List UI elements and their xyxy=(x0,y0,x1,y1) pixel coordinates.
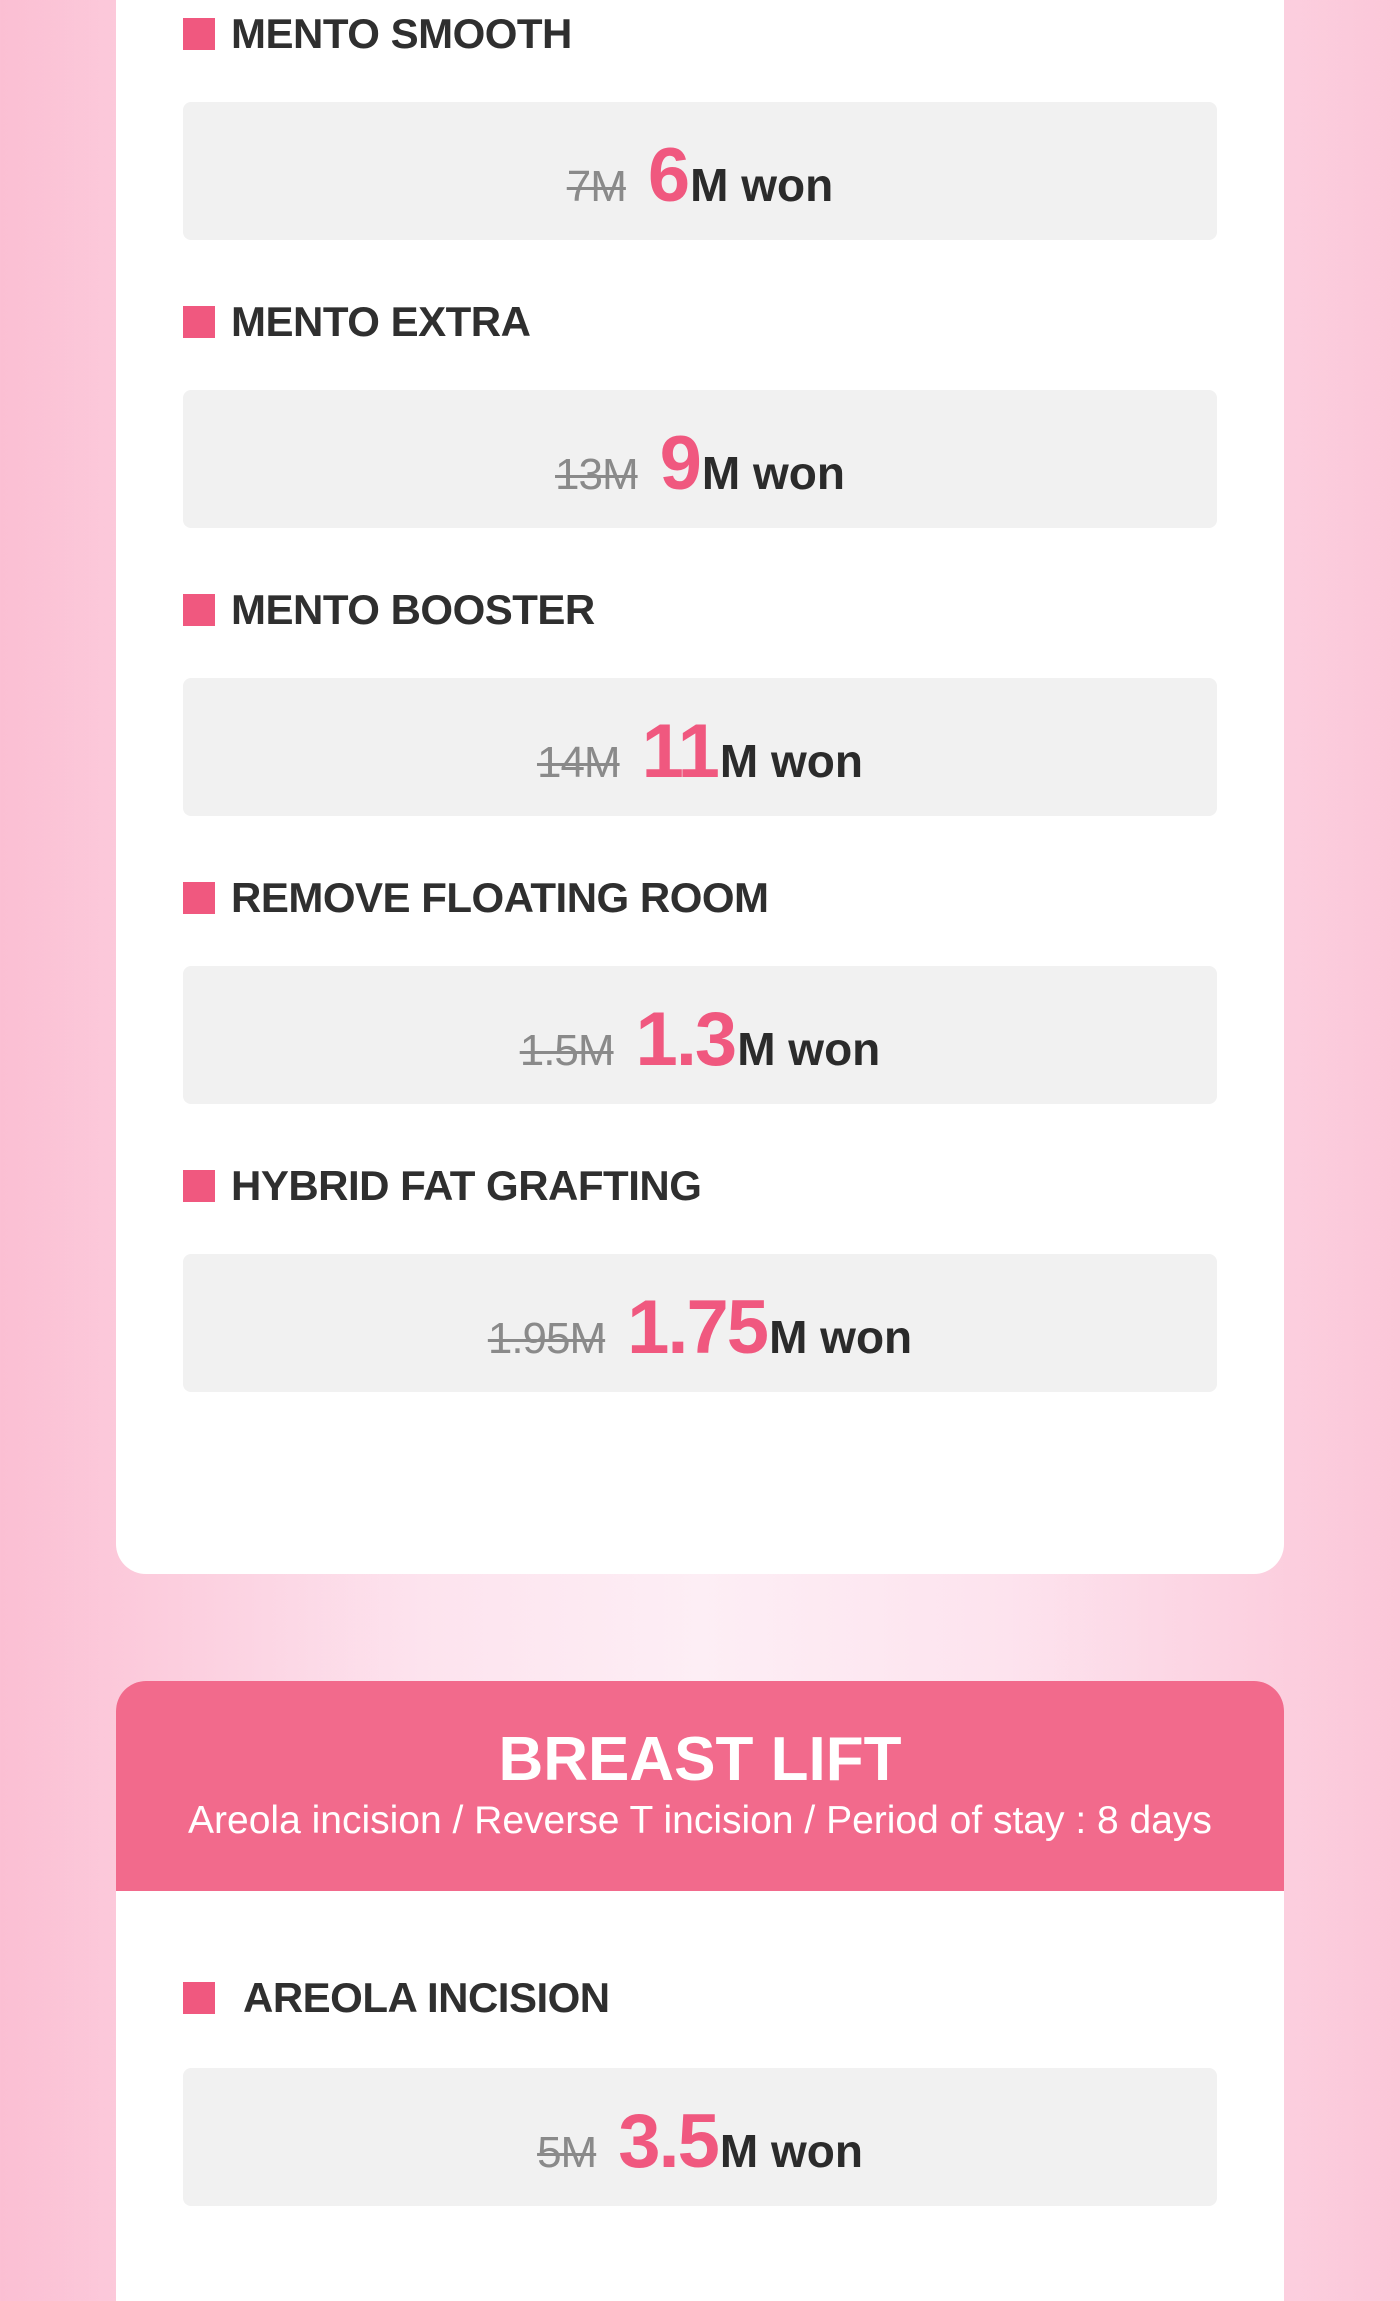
price-unit: M won xyxy=(737,1023,881,1075)
section-subtitle: Areola incision / Reverse T incision / Period of stay : 8 days xyxy=(188,1799,1212,1842)
pink-square-bullet-icon xyxy=(183,882,215,914)
price-box-hybrid-fat-grafting xyxy=(183,1254,1217,1392)
item-label-areola-incision xyxy=(183,1974,610,2022)
price-box-mento-smooth xyxy=(183,102,1217,240)
pink-square-bullet-icon xyxy=(183,18,215,50)
original-price: 7M xyxy=(566,162,626,211)
item-label-mento-extra xyxy=(183,298,530,346)
item-name: HYBRID FAT GRAFTING xyxy=(231,1162,702,1209)
price-box-remove-floating-room xyxy=(183,966,1217,1104)
price-unit: M won xyxy=(701,447,845,499)
item-name: MENTO SMOOTH xyxy=(231,10,572,57)
price-unit: M won xyxy=(690,159,834,211)
pink-square-bullet-icon xyxy=(183,1982,215,2014)
discount-price: 11 xyxy=(641,709,718,794)
price-unit: M won xyxy=(769,1311,913,1363)
price-box-mento-extra xyxy=(183,390,1217,528)
price-box-areola-incision xyxy=(183,2068,1217,2206)
item-label-remove-floating-room xyxy=(183,874,769,922)
original-price: 1.95M xyxy=(487,1314,606,1363)
item-name: MENTO BOOSTER xyxy=(231,586,595,633)
pink-square-bullet-icon xyxy=(183,594,215,626)
price-box-mento-booster xyxy=(183,678,1217,816)
discount-price: 1.75 xyxy=(627,1285,768,1370)
price-unit: M won xyxy=(719,2125,863,2177)
pink-square-bullet-icon xyxy=(183,1170,215,1202)
discount-price: 6 xyxy=(647,133,689,218)
price-card-mento xyxy=(116,0,1284,1574)
item-name: AREOLA INCISION xyxy=(243,1974,610,2021)
discount-price: 3.5 xyxy=(618,2099,718,2184)
pink-square-bullet-icon xyxy=(183,306,215,338)
original-price: 5M xyxy=(537,2128,597,2177)
original-price: 1.5M xyxy=(519,1026,614,1075)
section-title: BREAST LIFT xyxy=(498,1725,902,1794)
original-price: 13M xyxy=(555,450,638,499)
item-name: MENTO EXTRA xyxy=(231,298,531,345)
item-label-mento-smooth xyxy=(183,10,572,58)
original-price: 14M xyxy=(536,738,620,787)
discount-price: 9 xyxy=(659,421,700,506)
section-header-banner xyxy=(116,1681,1284,1891)
price-card-breast-lift xyxy=(116,1681,1284,2301)
discount-price: 1.3 xyxy=(635,997,736,1082)
item-label-mento-booster xyxy=(183,586,595,634)
price-unit: M won xyxy=(719,735,863,787)
item-label-hybrid-fat-grafting xyxy=(183,1162,701,1210)
item-name: REMOVE FLOATING ROOM xyxy=(231,874,769,921)
